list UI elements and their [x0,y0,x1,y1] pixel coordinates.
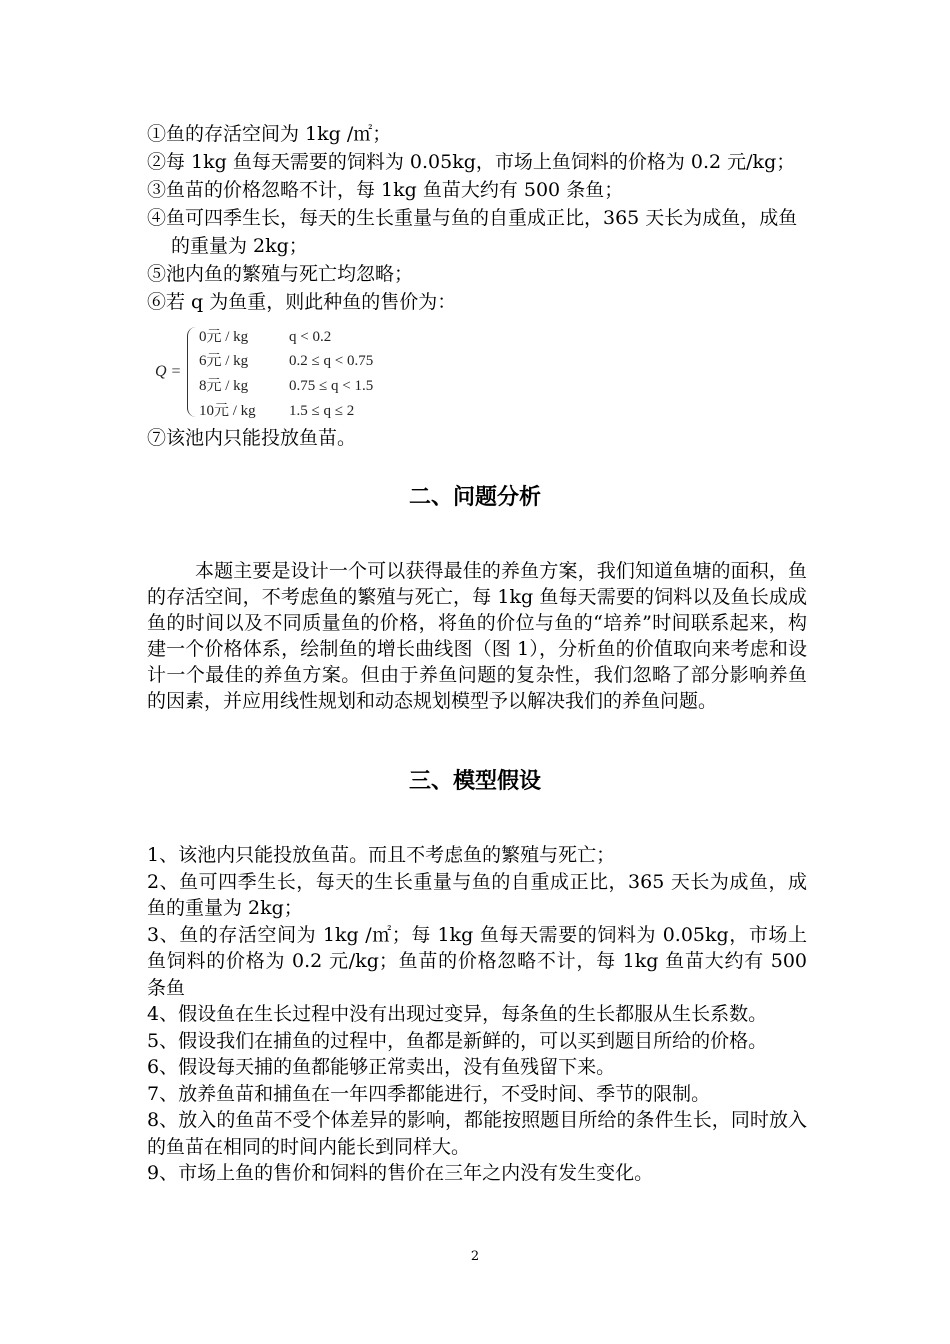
assumption-item: 2、鱼可四季生长，每天的生长重量与鱼的自重成正比，365 天长为成鱼，成鱼的重量为 2kg； [147,870,807,919]
condition-2: ②每 1kg 鱼每天需要的饲料为 0.05kg，市场上鱼饲料的价格为 0.2 元/kg； [147,151,796,173]
assumption-item: 4、假设鱼在生长过程中没有出现过变异，每条鱼的生长都服从生长系数。 [147,1003,768,1025]
price-formula [155,325,485,423]
condition-6: ⑥若 q 为鱼重，则此种鱼的售价为： [147,291,457,313]
condition-7: ⑦该池内只能投放鱼苗。 [147,427,357,449]
formula-row [199,325,331,349]
formula-price: 10元 / kg [199,403,256,419]
condition-4: ④鱼可四季生长，每天的生长重量与鱼的自重成正比，365 天长为成鱼，成鱼的重量为 2kg； [147,207,798,257]
assumption-list [147,842,807,1187]
assumption-item: 5、假设我们在捕鱼的过程中，鱼都是新鲜的，可以买到题目所给的价格。 [147,1029,768,1052]
formula-row [199,374,373,398]
assumption-item: 8、放入的鱼苗不受个体差异的影响，都能按照题目所给的条件生长，同时放入的鱼苗在相同的时间内能长到同样大。 [147,1109,807,1158]
assumption-item: 7、放养鱼苗和捕鱼在一年四季都能进行，不受时间、季节的限制。 [147,1082,711,1105]
assumption-item: 3、鱼的存活空间为 1kg /㎡；每 1kg 鱼每天需要的饲料为 0.05kg，市场上鱼饲料的价格为 0.2 元/kg；鱼苗的价格忽略不计，每 1kg 鱼苗大约有 500 条鱼 [147,923,807,999]
condition-list [147,120,807,316]
formula-row [199,349,373,373]
formula-range: 0.75 ≤ q < 1.5 [289,378,374,394]
section-2-title: 二、问题分析 [408,485,541,510]
formula-price: 0元 / kg [199,329,249,345]
condition-7-block [147,424,807,452]
formula-row [199,399,354,423]
condition-1: ①鱼的存活空间为 1kg /㎡； [147,123,392,145]
section-3-title: 三、模型假设 [408,769,541,794]
formula-price: 8元 / kg [199,378,249,394]
formula-range: 0.2 ≤ q < 0.75 [289,353,374,369]
section-2-paragraph: 本题主要是设计一个可以获得最佳的养鱼方案，我们知道鱼塘的面积，鱼的存活空间，不考虑鱼的繁殖与死亡，每 1kg 鱼每天需要的饲料以及鱼长成成鱼的时间以及不同质量鱼的价格，将鱼的价位与鱼的“培养”时间联系起来，构建一个价格体系，绘制鱼的增长曲线图（图 1），分析鱼的价值取向来考虑和设计一个最佳的养鱼方案。但由于养鱼问题的复杂性，我们忽略了部分影响养鱼的因素，并应用线性规划和动态规划模型予以解决我们的养鱼问题。 [147,560,807,712]
assumption-item: 9、市场上鱼的售价和饲料的售价在三年之内没有发生变化。 [147,1162,654,1184]
assumption-item: 1、该池内只能投放鱼苗。而且不考虑鱼的繁殖与死亡； [147,844,616,866]
formula-range: 1.5 ≤ q ≤ 2 [289,403,355,419]
condition-3: ③鱼苗的价格忽略不计，每 1kg 鱼苗大约有 500 条鱼； [147,179,624,201]
formula-range: q < 0.2 [289,329,332,345]
formula-brace [187,327,196,417]
condition-5: ⑤池内鱼的繁殖与死亡均忽略； [147,263,414,285]
page-number: 2 [470,1249,480,1264]
formula-lhs: Q = [155,363,182,380]
formula-price: 6元 / kg [199,353,249,369]
assumption-item: 6、假设每天捕的鱼都能够正常卖出，没有鱼残留下来。 [147,1056,616,1078]
